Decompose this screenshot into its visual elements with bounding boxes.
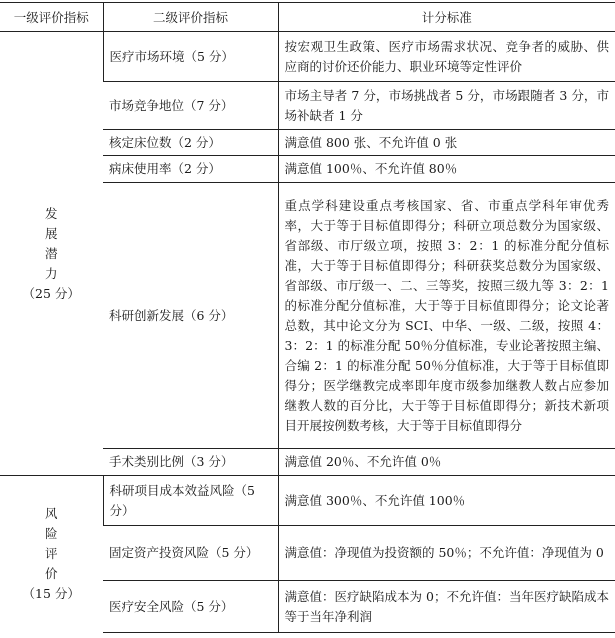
criterion-text: 重点学科建设重点考核国家、省、市重点学科年审优秀率，大于等于目标值即得分；科研立项总数分为国家级、省部级、市厅级立项，按照 3：2：1 的标准分配分值标准，大于等于目标值即得分；科研获奖总数分为国家级、省部级、市厅级一、二、三等奖，按照三级九等 3：2：1 的标准分配分值标准，大于等于目标值即得分；论文论著总数，其中论文分为 SCI、中华、一级、二级，按照 4：3：2：1 的标准分配 50％分值标准，专业论著按照主编、合编 2：1 的标准分配 50％分值标准，大于等于目标值即得分；医学继教完成率即年度市级参加继教人数占应参加继教人数的百分比，大于等于目标值即得分；新技术新项目开展按例数考核，大于等于目标值即得分: [278, 183, 615, 449]
level1-score: （25 分）: [22, 285, 80, 301]
criterion-text: 满意值 100％、不允许值 80％: [278, 156, 615, 183]
table-row: [0, 32, 615, 82]
criterion-text: 满意值：净现值为投资额的 50％；不允许值：净现值为 0: [278, 526, 615, 581]
criterion-text: 满意值：医疗缺陷成本为 0；不允许值：当年医疗缺陷成本等于当年净利润: [278, 581, 615, 633]
header-row: [0, 3, 615, 32]
header-level2: 二级评价指标: [103, 3, 278, 32]
criterion-text: 满意值 20％、不允许值 0％: [278, 449, 615, 476]
level2-indicator: 市场竞争地位（7 分）: [103, 82, 278, 130]
level1-name: 风 险 评 价: [44, 506, 58, 582]
level2-indicator: 科研创新发展（6 分）: [103, 183, 278, 449]
level2-indicator: 病床使用率（2 分）: [103, 156, 278, 183]
criterion-text: 满意值 300％、不允许值 100％: [278, 476, 615, 526]
level1-cell-potential: [0, 32, 103, 476]
level2-indicator: 医疗市场环境（5 分）: [103, 32, 278, 82]
header-criteria: 计分标准: [278, 3, 615, 32]
level1-cell-risk: [0, 476, 103, 633]
table-row: [0, 476, 615, 526]
level1-name: 发 展 潜 力: [44, 205, 58, 281]
level2-indicator: 手术类别比例（3 分）: [103, 449, 278, 476]
header-level1: 一级评价指标: [0, 3, 103, 32]
evaluation-table: [0, 2, 615, 633]
level2-indicator: 固定资产投资风险（5 分）: [103, 526, 278, 581]
level2-indicator: 科研项目成本效益风险（5 分）: [103, 476, 278, 526]
level1-score: （15 分）: [22, 586, 80, 602]
criterion-text: 满意值 800 张、不允许值 0 张: [278, 130, 615, 156]
level2-indicator: 核定床位数（2 分）: [103, 130, 278, 156]
criterion-text: 市场主导者 7 分，市场挑战者 5 分，市场跟随者 3 分，市场补缺者 1 分: [278, 82, 615, 130]
level2-indicator: 医疗安全风险（5 分）: [103, 581, 278, 633]
criterion-text: 按宏观卫生政策、医疗市场需求状况、竞争者的威胁、供应商的讨价还价能力、职业环境等定性评价: [278, 32, 615, 82]
